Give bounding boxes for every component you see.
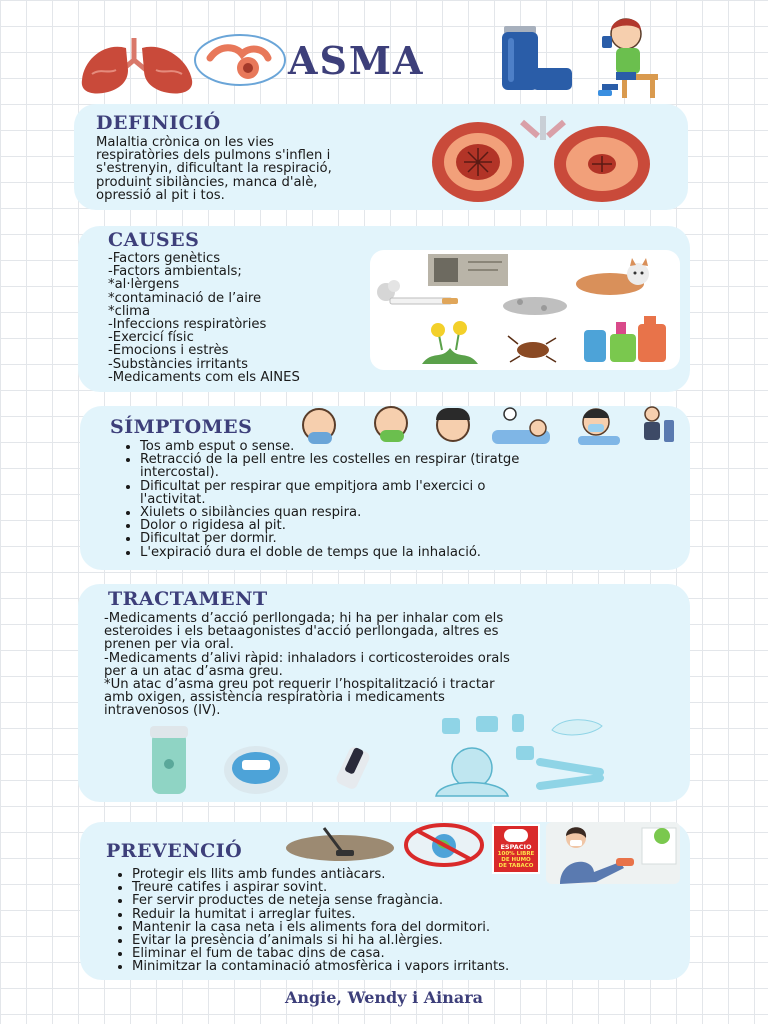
tractament-line: amb oxigen, assistència respiratòria i medicaments <box>104 690 445 706</box>
simptoma-item: • L'expiració dura el doble de temps que la inhalació. <box>140 546 519 559</box>
tractament-line: -Medicaments d’alivi ràpid: inhaladors i corticosteroides orals <box>104 650 510 666</box>
prevencio-list <box>110 868 509 974</box>
prevencio-item: • Eliminar el fum de tabac dins de casa. <box>132 947 509 960</box>
prevencio-item: • Fer servir productes de neteja sense fragància. <box>132 894 509 907</box>
lungs-icon <box>78 34 196 98</box>
causes-line: -Factors genètics <box>108 251 221 266</box>
definicio-line: respiratòries dels pulmons s'inflen i <box>96 148 331 164</box>
causes-line: -Medicaments com els AINES <box>108 369 300 385</box>
tractament-line: intravenosos (IV). <box>104 703 221 719</box>
causes-line: -Exercicí físic <box>108 330 194 346</box>
tractament-line: per a un atac d’asma greu. <box>104 663 283 679</box>
prevencio-item: • Mantenir la casa neta i els aliments fora del dormitori. <box>132 921 509 934</box>
no-pollution-sign-icon <box>402 822 486 868</box>
simptoma-item: • Dolor o rigidesa al pit. <box>140 519 519 532</box>
child-inhaler-icon <box>588 10 672 102</box>
causes-line: *contaminació de l’aire <box>108 290 262 306</box>
causes-line: *clima <box>108 303 151 319</box>
definicio-line: produint sibilàncies, manca d'alè, <box>96 174 318 190</box>
definicio-line: s'estrenyin, dificultant la respiració, <box>96 161 332 177</box>
causes-illustration-panel <box>370 250 680 370</box>
prevencio-item: • Minimitzar la contaminació atmosfèrica i vapors irritants. <box>132 960 509 973</box>
dust-icon <box>500 292 570 318</box>
causes-line: *al·lèrgens <box>108 277 180 293</box>
simptoma-item: • Dificultat per dormir. <box>140 532 519 545</box>
definicio-line: Malaltia crònica on les vies <box>96 135 274 150</box>
inflamed-airway-illustration <box>430 114 656 206</box>
prevencio-item: • Protegir els llits amb fundes antiàcars. <box>132 868 509 881</box>
causes-line: -Substàncies irritants <box>108 356 249 372</box>
child-with-mask-icon <box>576 406 622 446</box>
tractament-heading: TRACTAMENT <box>108 588 268 610</box>
prevencio-item: • Reduir la humitat i arreglar fuites. <box>132 908 509 921</box>
smoke-free-sign <box>492 824 540 874</box>
simptomes-heading: SÍMPTOMES <box>110 416 253 438</box>
tractament-line: *Un atac d’asma greu pot requerir l’hospitalització i tractar <box>104 677 495 693</box>
tractament-line: -Medicaments d’acció perllongada; hi ha per inhalar com els <box>104 611 504 626</box>
tractament-line: esteroides i els betaagonistes d'acció perllongada, altres es <box>104 624 499 640</box>
dandelion-icon <box>412 320 488 366</box>
cleaning-products-icon <box>580 314 672 364</box>
cockroach-icon <box>506 334 560 364</box>
causes-line: -Emocions i estrès <box>108 343 229 359</box>
simptomes-list <box>118 440 519 559</box>
airway-icon <box>192 32 288 88</box>
prevencio-heading: PREVENCIÓ <box>106 840 243 862</box>
cigarette-smoke-icon <box>374 278 470 312</box>
nebulizer-devices-illustration <box>146 724 376 798</box>
sign-line: DE TABACO <box>498 863 534 869</box>
cat-icon <box>572 256 656 296</box>
sign-line: 100% LIBRE <box>497 851 535 857</box>
simptoma-item: • Tos amb esput o sense. <box>140 440 519 453</box>
causes-line: -Factors ambientals; <box>108 264 242 280</box>
definicio-text <box>96 136 332 202</box>
sign-line: DE HUMO <box>501 857 531 863</box>
tractament-line: prenen per via oral. <box>104 637 234 653</box>
simptoma-item: • Dificultat per respirar que empitjora amb l'exercici o l'activitat. <box>140 480 519 506</box>
tractament-text <box>104 612 510 718</box>
tired-girl-hair <box>436 408 470 420</box>
prevencio-item: • Evitar la presència d’animals si hi ha al.lèrgies. <box>132 934 509 947</box>
simptoma-item: • Xiulets o sibilàncies quan respira. <box>140 506 519 519</box>
authors-footer: Angie, Wendy i Ainara <box>284 988 484 1007</box>
definicio-line: opressió al pit i tos. <box>96 187 225 203</box>
inhaler-icon <box>496 24 576 94</box>
causes-line: -Infeccions respiratòries <box>108 317 267 333</box>
definicio-heading: DEFINICIÓ <box>96 112 221 134</box>
vacuum-carpet-icon <box>284 826 396 862</box>
causes-text <box>108 252 300 384</box>
no-smoking-icon <box>504 829 528 842</box>
sign-line: ESPACIO <box>500 843 532 851</box>
man-chest-pain-icon <box>636 406 678 446</box>
woman-cleaning-icon <box>546 822 680 884</box>
prevencio-item: • Treure catifes i aspirar sovint. <box>132 881 509 894</box>
inhaler-use-steps-illustration <box>432 712 610 798</box>
causes-heading: CAUSES <box>108 229 200 251</box>
page-title: ASMA <box>288 38 425 83</box>
simptoma-item: • Retracció de la pell entre les costelles en respirar (tiratge intercostal). <box>140 453 519 479</box>
